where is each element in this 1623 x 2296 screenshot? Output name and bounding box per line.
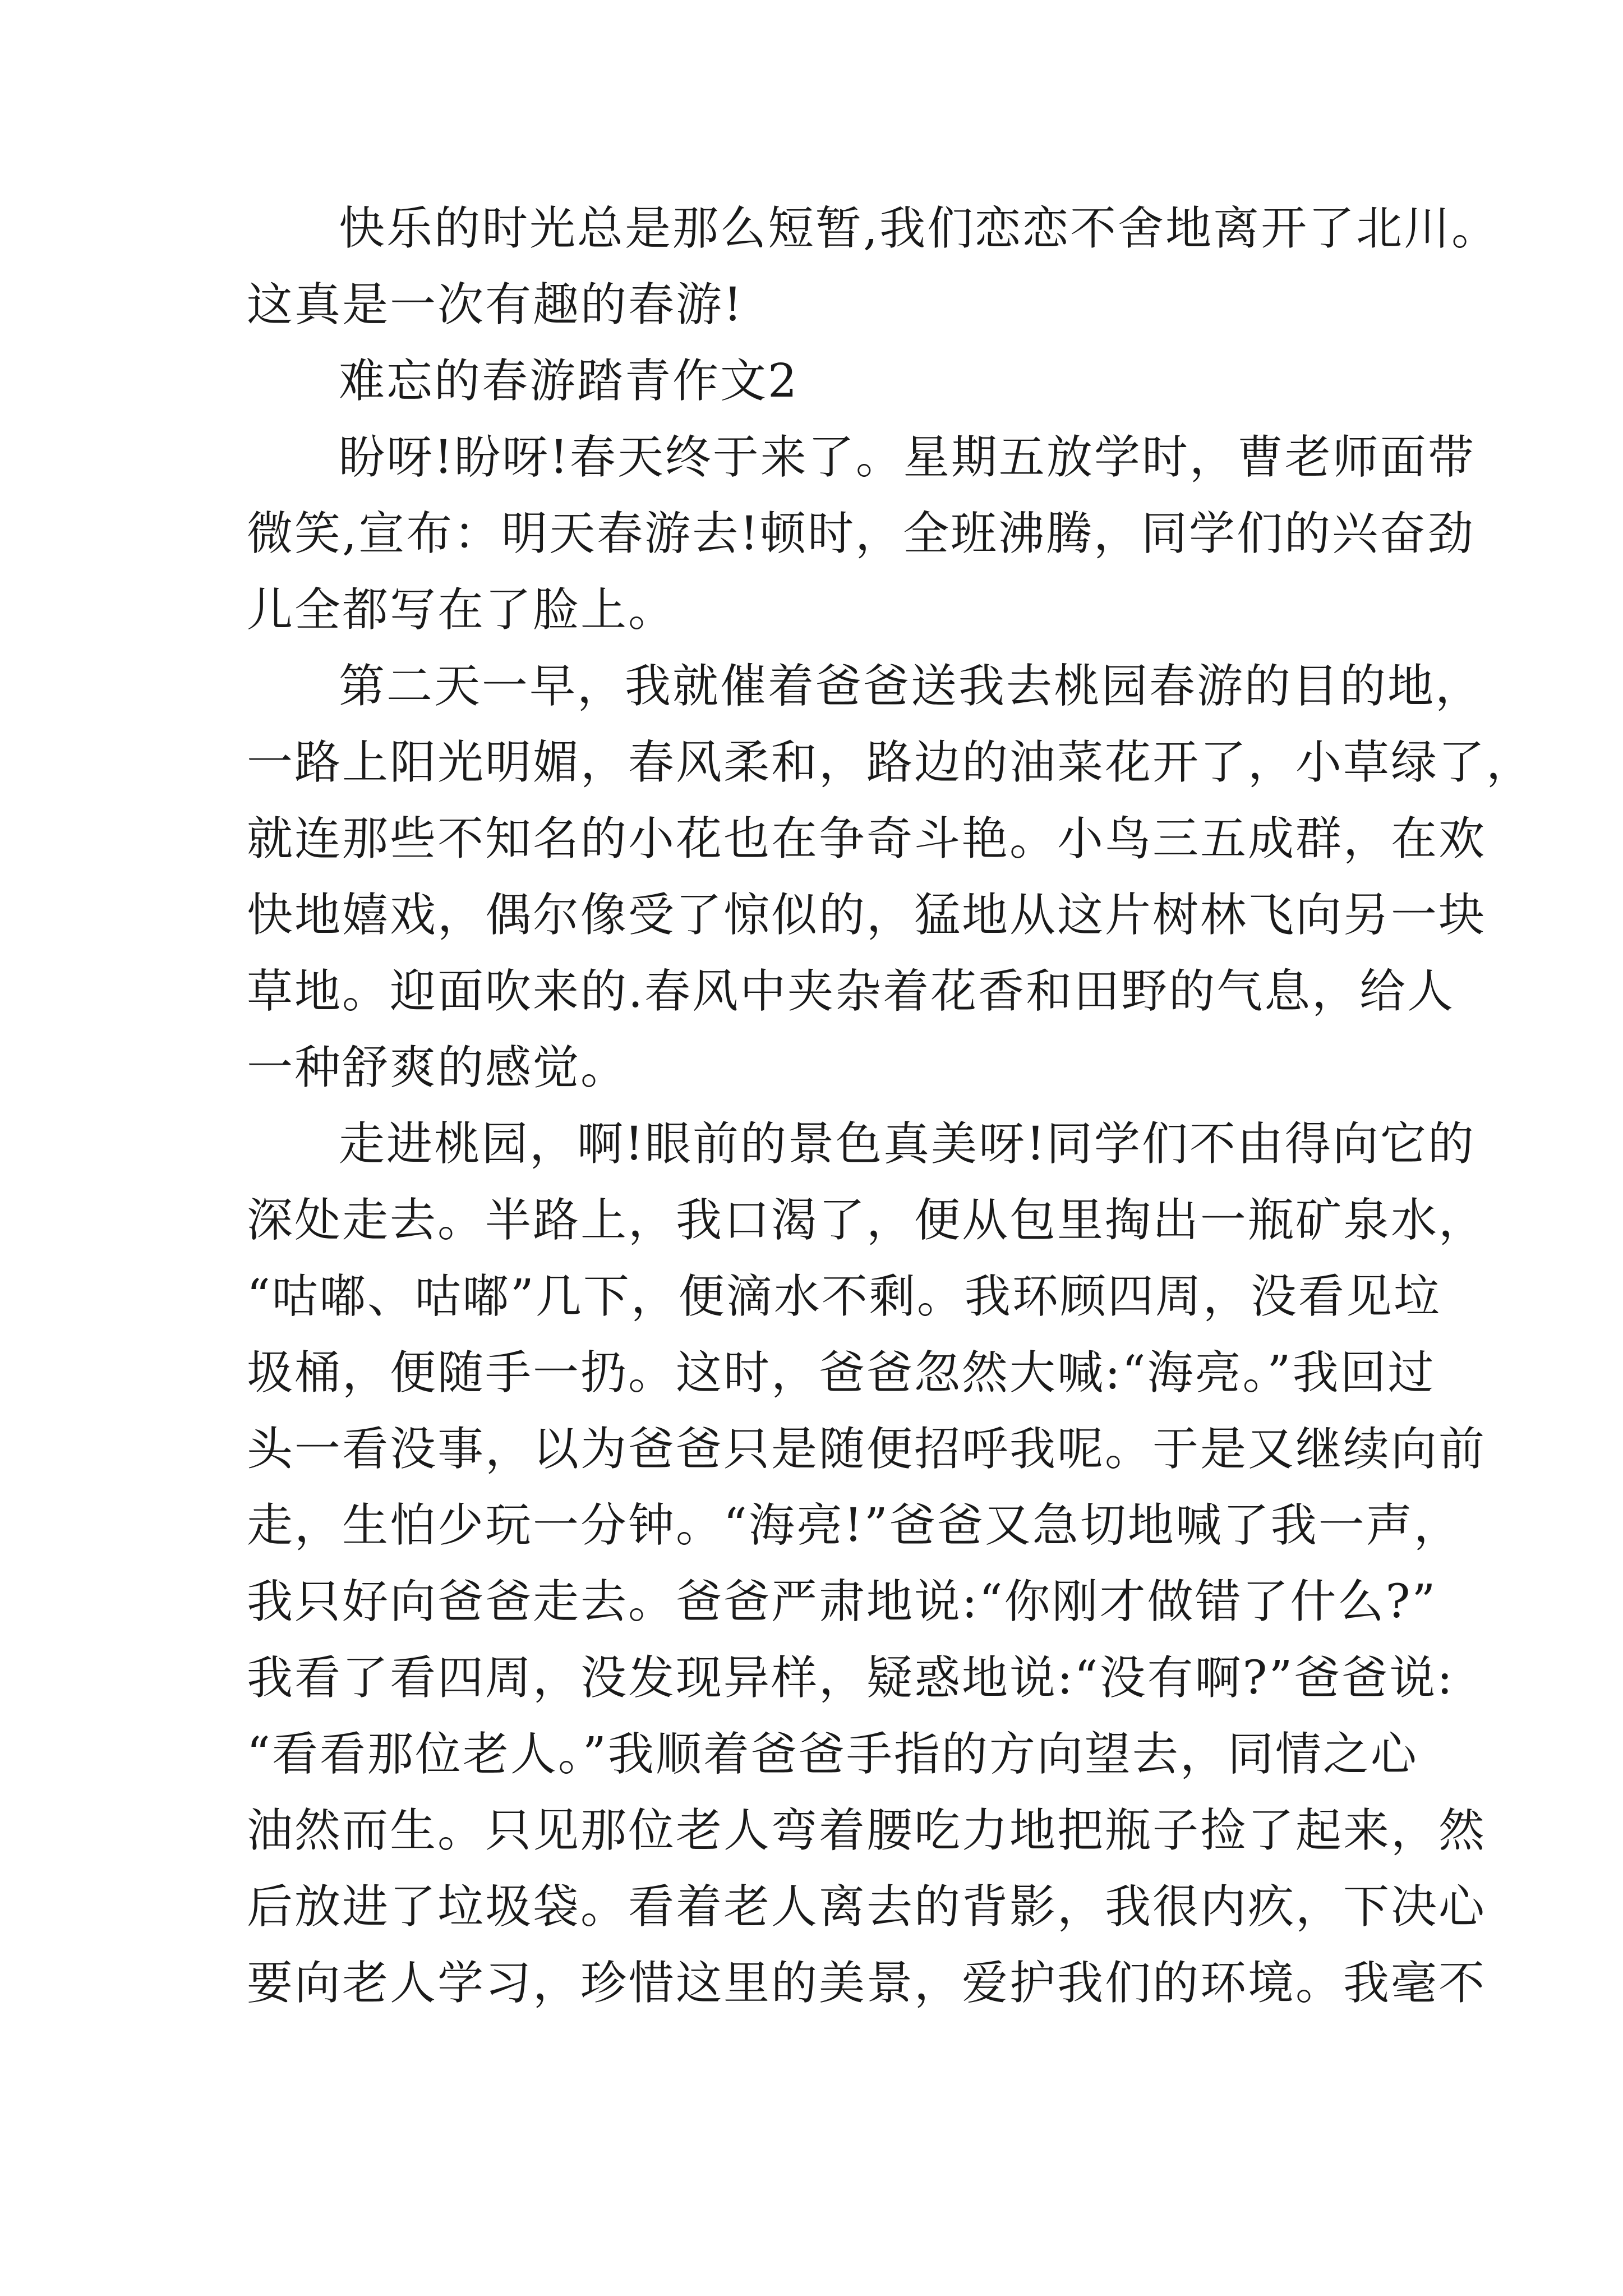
text-line-17: 头一看没事，以为爸爸只是随便招呼我呢。于是又继续向前 (247, 1423, 1487, 1476)
text-line-11: 草地。迎面吹来的.春风中夹杂着花香和田野的气息，给人 (247, 965, 1455, 1018)
text-line-4: 盼呀!盼呀!春天终于来了。星期五放学时，曹老师面带 (339, 431, 1476, 484)
essay-body (247, 191, 1534, 2022)
text-line-23: 后放进了垃圾袋。看着老人离去的背影，我很内疚，下决心 (247, 1880, 1487, 1934)
text-line-22: 油然而生。只见那位老人弯着腰吃力地把瓶子捡了起来，然 (247, 1804, 1487, 1857)
text-line-7: 第二天一早，我就催着爸爸送我去桃园春游的目的地， (339, 660, 1483, 713)
text-line-16: 圾桶，便随手一扔。这时，爸爸忽然大喊:“海亮。”我回过 (247, 1346, 1436, 1400)
text-line-15: “咕嘟、咕嘟”几下，便滴水不剩。我环顾四周，没看见垃 (247, 1270, 1441, 1323)
text-line-6: 儿全都写在了脸上。 (247, 583, 676, 637)
text-line-10: 快地嬉戏，偶尔像受了惊似的，猛地从这片树林飞向另一块 (247, 889, 1487, 942)
text-line-9: 就连那些不知名的小花也在争奇斗艳。小鸟三五成群，在欢 (247, 812, 1487, 866)
text-line-5: 微笑,宣布：明天春游去!顿时，全班沸腾，同学们的兴奋劲 (247, 507, 1476, 560)
text-line-1: 快乐的时光总是那么短暂,我们恋恋不舍地离开了北川。 (339, 202, 1500, 255)
text-line-20: 我看了看四周，没发现异样，疑惑地说:“没有啊?”爸爸说: (247, 1651, 1455, 1705)
text-line-12: 一种舒爽的感觉。 (247, 1041, 629, 1094)
essay-heading: 难忘的春游踏青作文2 (339, 355, 799, 408)
text-line-13: 走进桃园，啊!眼前的景色真美呀!同学们不由得向它的 (339, 1117, 1476, 1171)
text-line-24: 要向老人学习，珍惜这里的美景，爱护我们的环境。我毫不 (247, 1957, 1487, 2010)
text-line-14: 深处走去。半路上，我口渴了，便从包里掏出一瓶矿泉水， (247, 1194, 1487, 1247)
text-line-18: 走，生怕少玩一分钟。“海亮!”爸爸又急切地喊了我一声， (247, 1499, 1461, 1552)
text-line-21: “看看那位老人。”我顺着爸爸手指的方向望去，同情之心 (247, 1728, 1418, 1781)
text-line-8: 一路上阳光明媚，春风柔和，路边的油菜花开了，小草绿了， (247, 736, 1534, 789)
text-line-19: 我只好向爸爸走去。爸爸严肃地说:“你刚才做错了什么?” (247, 1575, 1437, 1628)
text-line-2: 这真是一次有趣的春游! (247, 278, 744, 332)
